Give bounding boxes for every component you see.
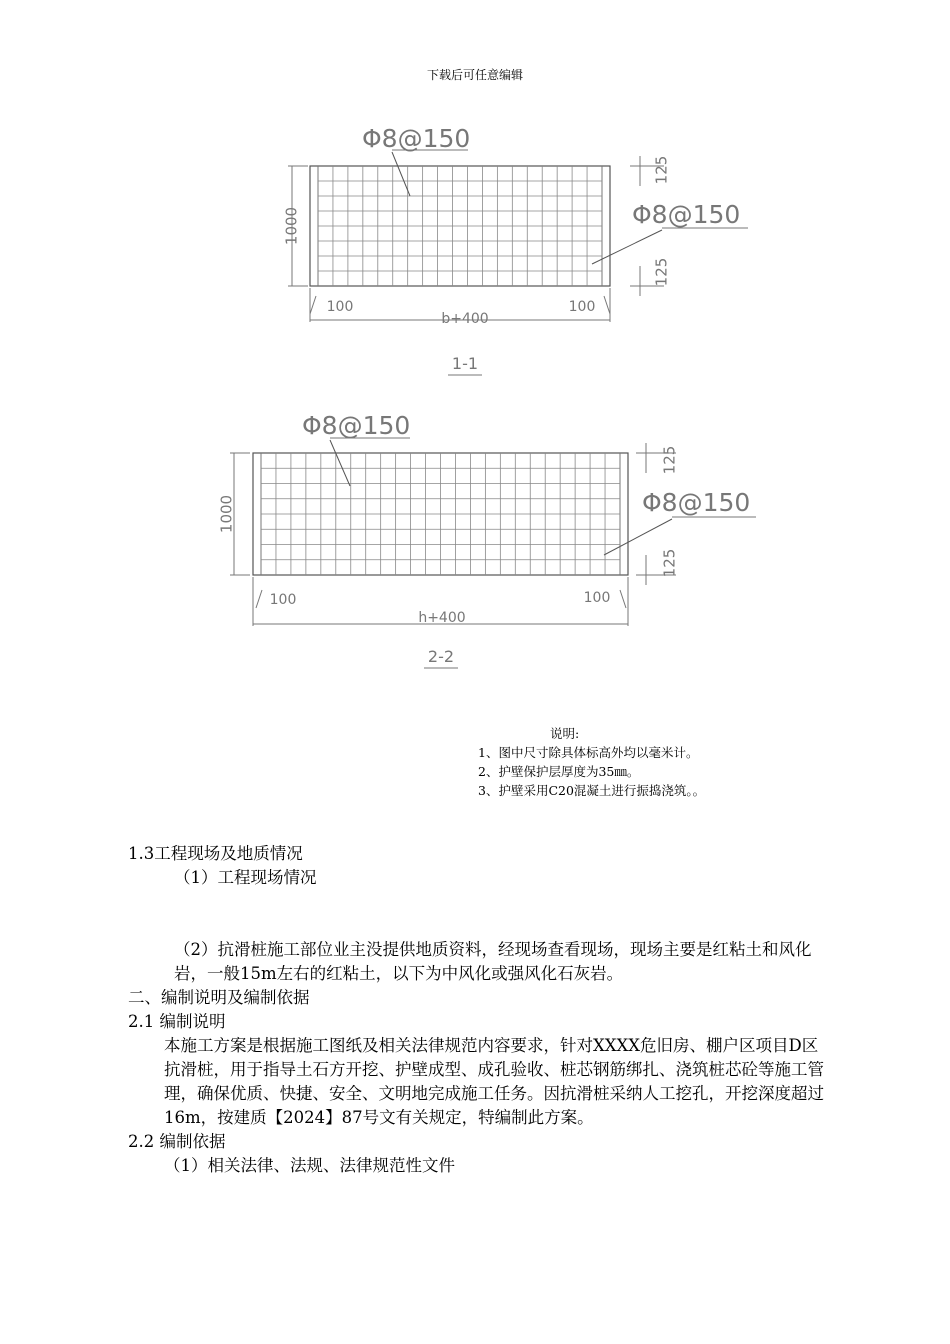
note-item-3: 3、护壁采用C20混凝土进行振捣浇筑。。	[478, 783, 706, 798]
heading-2-1: 2.1 编制说明	[128, 1012, 226, 1031]
note-item-2: 2、护壁保护层厚度为35㎜。	[478, 764, 640, 779]
paragraph-2-1: 本施工方案是根据施工图纸及相关法律规范内容要求，针对XXXX危旧房、棚户区项目D区抗滑桩，用于指导土石方开挖、护壁成型、成孔验收、桩芯钢筋绑扎、浇筑桩芯砼等施工管理，确保优质、快捷、安全、文明地完成施工任务。因抗滑桩采纳人工挖孔，开挖深度超过16m，按建质【2024】87号文有关规定，特编制此方案。	[164, 1036, 824, 1127]
side-dim-right: 100	[568, 299, 596, 315]
rebar-label-top-2: Φ8@150	[302, 411, 411, 440]
section-2-2-drawing	[218, 411, 757, 668]
section-1-1-drawing	[283, 124, 749, 375]
rebar-label-top: Φ8@150	[362, 124, 471, 153]
rebar-label-right: Φ8@150	[632, 200, 741, 229]
heading-1-3: 1.3工程现场及地质情况	[128, 844, 303, 863]
basis-item-1: （1）相关法律、法规、法律规范性文件	[164, 1156, 455, 1175]
site-conditions-item: （1）工程现场情况	[174, 868, 317, 887]
document-body	[128, 842, 830, 1178]
cover-dim-bottom: 125	[652, 257, 671, 287]
section-title-1-1: 1-1	[451, 354, 479, 373]
width-dim-label-2: h+400	[418, 610, 466, 626]
height-dim-label: 1000	[282, 206, 301, 246]
cover-dim-bottom-2: 125	[660, 548, 679, 578]
width-dim-label: b+400	[441, 311, 489, 327]
section-title-2-2: 2-2	[427, 647, 455, 666]
section-2-rebar-grid	[261, 453, 620, 575]
geology-paragraph: （2）抗滑桩施工部位业主没提供地质资料，经现场查看现场，现场主要是红粘土和风化岩，一般15m左右的红粘土，以下为中风化或强风化石灰岩。	[174, 940, 812, 983]
cover-dim-top-2: 125	[660, 445, 679, 475]
drawing-notes	[478, 724, 705, 800]
height-dim-label-2: 1000	[217, 494, 236, 534]
section-1-rebar-grid	[318, 166, 602, 286]
side-dim-right-2: 100	[583, 590, 611, 606]
rebar-label-right-2: Φ8@150	[642, 488, 751, 517]
side-dim-left-2: 100	[269, 592, 297, 608]
side-dim-left: 100	[326, 299, 354, 315]
note-item-1: 1、图中尺寸除具体标高外均以毫米计。	[478, 745, 699, 760]
page-header-watermark: 下载后可任意编辑	[426, 68, 523, 82]
notes-title: 说明:	[550, 726, 580, 741]
heading-2-2: 2.2 编制依据	[128, 1132, 226, 1151]
cover-dim-top: 125	[652, 155, 671, 185]
heading-2: 二、编制说明及编制依据	[128, 988, 310, 1007]
